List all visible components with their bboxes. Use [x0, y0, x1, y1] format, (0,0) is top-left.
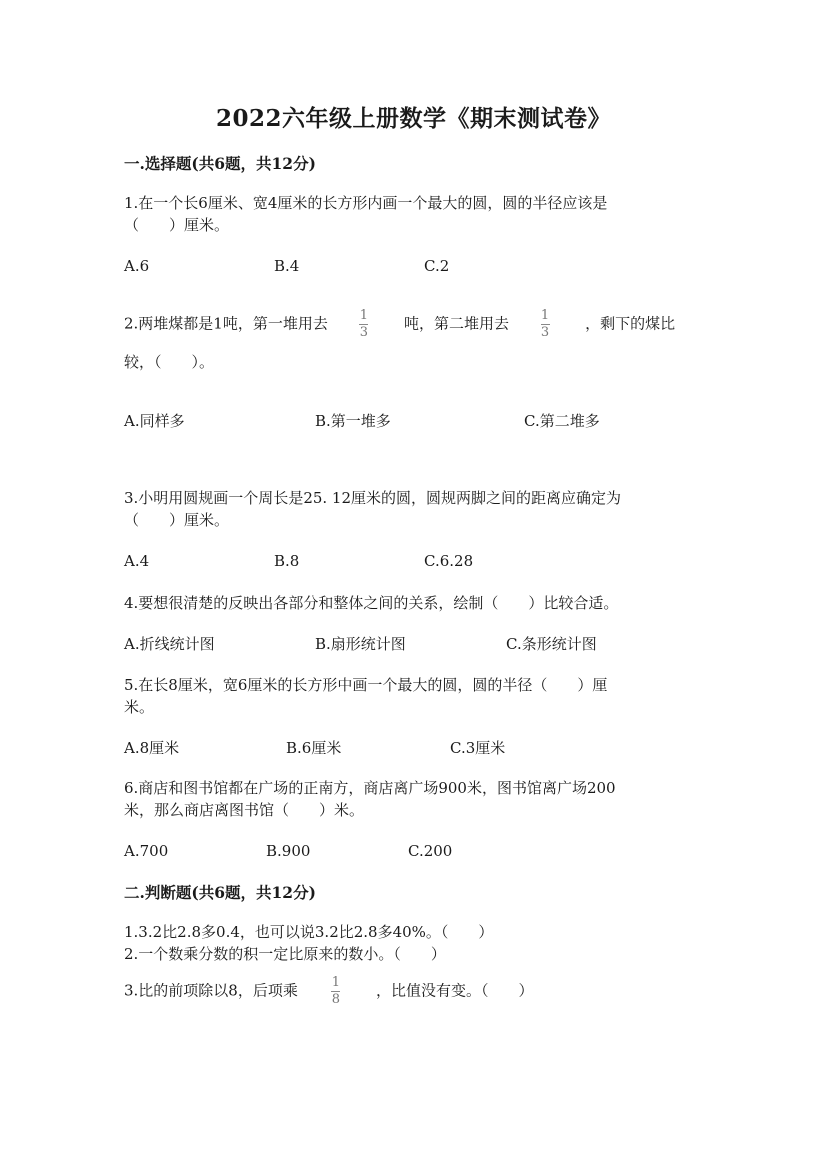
section-heading-judgment: 二.判断题(共6题，共12分): [124, 883, 316, 902]
fraction-numerator: 1: [331, 975, 341, 990]
fraction-one-third-a: [359, 309, 368, 340]
q3-option-b: B.8: [274, 552, 300, 570]
question-6-line2: 米，那么商店离图书馆（ ）米。: [124, 801, 365, 819]
fraction-denominator: 3: [540, 325, 550, 340]
q2-option-b: B.第一堆多: [315, 412, 391, 430]
fraction-denominator: 3: [359, 325, 369, 340]
q3-option-c: C.6.28: [424, 552, 474, 570]
question-2-text-part2: 吨，第二堆用去: [403, 314, 509, 333]
question-2-line1: [124, 309, 675, 340]
q4-option-a: A.折线统计图: [124, 635, 215, 653]
fraction-one-eighth: [331, 976, 340, 1007]
q6-option-b: B.900: [266, 842, 311, 860]
page-title: 2022六年级上册数学《期末测试卷》: [215, 105, 611, 132]
question-5-line2: 米。: [124, 698, 155, 716]
question-1: [124, 192, 607, 236]
question-1-line2: （ ）厘米。: [124, 216, 230, 234]
q3-option-a: A.4: [124, 552, 150, 570]
question-3-line2: （ ）厘米。: [124, 511, 230, 529]
fraction-one-third-b: [541, 309, 550, 340]
question-5: [124, 674, 607, 718]
q1-option-b: B.4: [274, 257, 300, 275]
q6-option-a: A.700: [124, 842, 169, 860]
q5-option-b: B.6厘米: [286, 739, 342, 757]
judgment-question-3-part2: ，比值没有变。（ ）: [375, 981, 534, 1000]
q6-option-c: C.200: [408, 842, 453, 860]
q4-option-c: C.条形统计图: [506, 635, 597, 653]
q2-option-c: C.第二堆多: [524, 412, 600, 430]
q1-option-a: A.6: [124, 257, 150, 275]
q4-option-b: B.扇形统计图: [315, 635, 406, 653]
question-2-text-part1: 2.两堆煤都是1吨，第一堆用去: [124, 314, 328, 333]
question-5-line1: 5.在长8厘米，宽6厘米的长方形中画一个最大的圆，圆的半径（ ）厘: [124, 676, 608, 694]
section-heading-choice: 一.选择题(共6题，共12分): [124, 154, 316, 173]
judgment-question-3-part1: 3.比的前项除以8，后项乘: [124, 981, 298, 1000]
judgment-question-1: 1.3.2比2.8多0.4，也可以说3.2比2.8多40%。（ ）: [124, 923, 494, 941]
q2-option-a: A.同样多: [124, 412, 185, 430]
question-3: [124, 487, 621, 531]
q1-option-c: C.2: [424, 257, 450, 275]
judgment-question-2: 2.一个数乘分数的积一定比原来的数小。（ ）: [124, 945, 446, 963]
fraction-numerator: 1: [540, 308, 550, 323]
question-6: [124, 777, 616, 821]
question-4: 4.要想很清楚的反映出各部分和整体之间的关系，绘制（ ）比较合适。: [124, 594, 619, 612]
fraction-numerator: 1: [359, 308, 369, 323]
fraction-denominator: 8: [331, 992, 341, 1007]
judgment-question-3: [124, 976, 534, 1007]
question-6-line1: 6.商店和图书馆都在广场的正南方，商店离广场900米，图书馆离广场200: [124, 779, 616, 797]
question-2-line2: 较，（ ）。: [124, 353, 215, 371]
question-3-line1: 3.小明用圆规画一个周长是25. 12厘米的圆，圆规两脚之间的距离应确定为: [124, 489, 622, 507]
q5-option-a: A.8厘米: [124, 739, 180, 757]
question-1-line1: 1.在一个长6厘米、宽4厘米的长方形内画一个最大的圆，圆的半径应该是: [124, 194, 608, 212]
q5-option-c: C.3厘米: [450, 739, 506, 757]
question-2-text-part3: ，剩下的煤比: [585, 314, 676, 333]
